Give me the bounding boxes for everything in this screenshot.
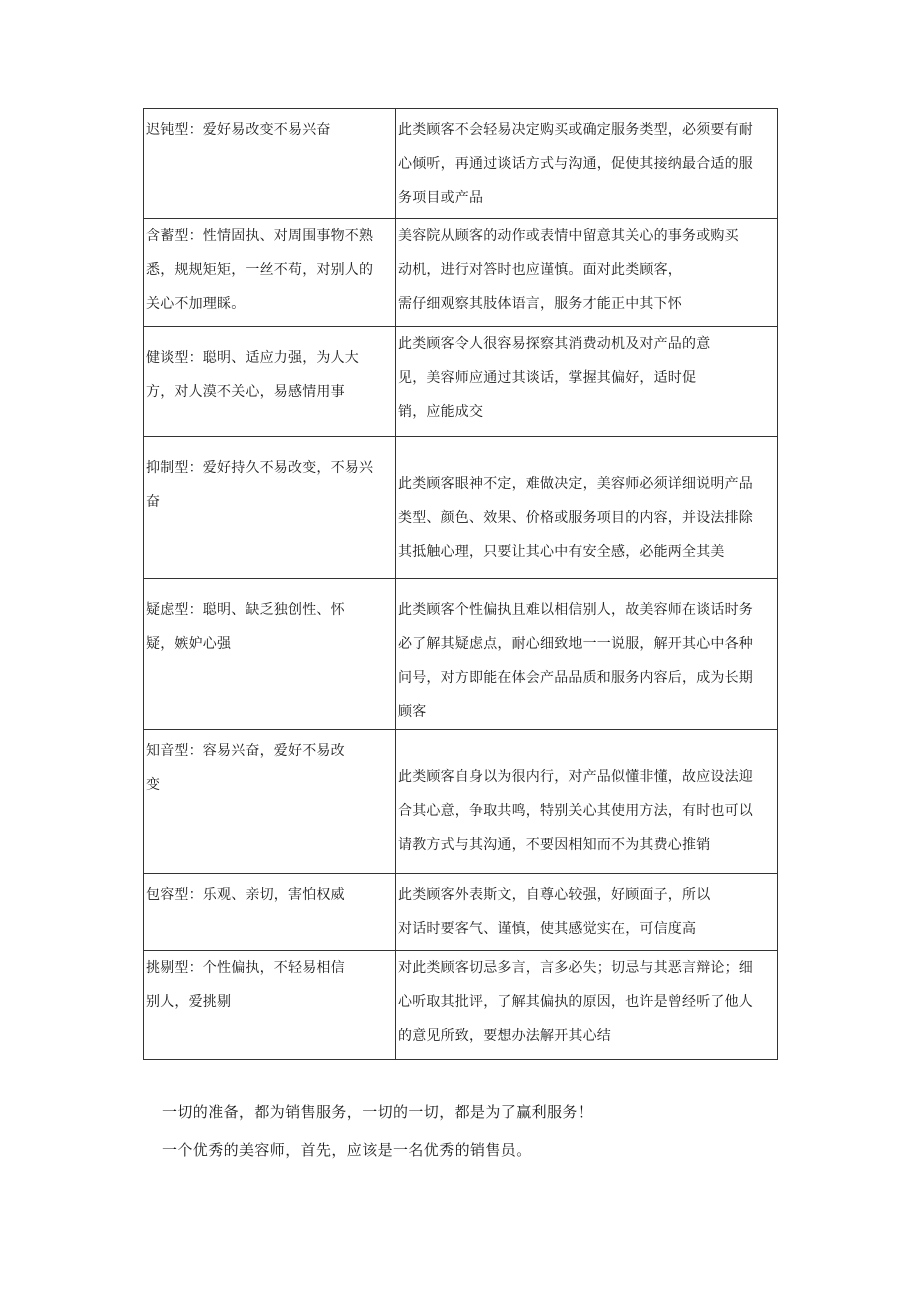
desc-cell <box>396 219 778 327</box>
desc-line: 此类顾客眼神不定，难做决定，美容师必须详细说明产品 <box>398 476 753 492</box>
type-line: 包容型：乐观、亲切，害怕权威 <box>146 887 345 903</box>
desc-cell <box>396 874 778 951</box>
desc-cell <box>396 109 778 219</box>
type-line: 关心不加理睬。 <box>146 296 246 312</box>
desc-line: 顾客 <box>398 704 427 720</box>
desc-line: 需仔细观察其肢体语言，服务才能正中其下怀 <box>398 296 682 312</box>
desc-line: 此类顾客外表斯文，自尊心较强，好顾面子，所以 <box>398 887 711 903</box>
closing-paragraph: 一切的准备，都为销售服务，一切的一切，都是为了赢利服务！ <box>162 1103 594 1121</box>
desc-line: 此类顾客不会轻易决定购买或确定服务类型，必须要有耐 <box>398 122 753 138</box>
type-line: 奋 <box>146 494 161 510</box>
desc-cell <box>396 327 778 437</box>
table-row <box>144 437 778 579</box>
type-line: 悉，规规矩矩，一丝不苟，对别人的 <box>146 262 374 278</box>
desc-line: 问号，对方即能在体会产品品质和服务内容后，成为长期 <box>398 670 753 686</box>
type-line: 疑，嫉妒心强 <box>146 636 232 652</box>
type-cell <box>144 327 396 437</box>
type-line: 别人，爱挑剔 <box>146 994 232 1010</box>
type-cell <box>144 730 396 874</box>
desc-line: 销，应能成交 <box>398 404 484 420</box>
desc-cell <box>396 437 778 579</box>
type-line: 迟钝型：爱好易改变不易兴奋 <box>146 122 331 138</box>
type-line: 变 <box>146 777 161 793</box>
desc-line: 见，美容师应通过其谈话，掌握其偏好，适时促 <box>398 370 697 386</box>
desc-cell <box>396 730 778 874</box>
type-cell <box>144 437 396 579</box>
desc-line: 必了解其疑虑点，耐心细致地一一说服，解开其心中各种 <box>398 636 753 652</box>
type-line: 挑剔型：个性偏执，不轻易相信 <box>146 960 345 976</box>
type-line: 健谈型：聪明、适应力强，为人大 <box>146 350 359 366</box>
desc-line: 美容院从顾客的动作或表情中留意其关心的事务或购买 <box>398 228 739 244</box>
desc-line: 的意见所致，要想办法解开其心结 <box>398 1028 611 1044</box>
table-row <box>144 730 778 874</box>
type-cell <box>144 951 396 1060</box>
desc-line: 务项目或产品 <box>398 190 484 206</box>
table-row <box>144 219 778 327</box>
desc-line: 此类顾客自身以为很内行，对产品似懂非懂，故应设法迎 <box>398 769 753 785</box>
closing-paragraph: 一个优秀的美容师，首先，应该是一名优秀的销售员。 <box>162 1141 532 1159</box>
table-row <box>144 874 778 951</box>
desc-line: 心听取其批评，了解其偏执的原因，也许是曾经听了他人 <box>398 994 753 1010</box>
desc-cell <box>396 579 778 730</box>
desc-line: 请教方式与其沟通，不要因相知而不为其费心推销 <box>398 837 711 853</box>
type-line: 方，对人漠不关心，易感情用事 <box>146 384 345 400</box>
type-line: 知音型：容易兴奋，爱好不易改 <box>146 743 345 759</box>
type-cell <box>144 579 396 730</box>
type-cell <box>144 874 396 951</box>
type-cell <box>144 219 396 327</box>
desc-line: 对话时要客气、谨慎，使其感觉实在，可信度高 <box>398 921 697 937</box>
desc-cell <box>396 951 778 1060</box>
desc-line: 其抵触心理，只要让其心中有安全感，必能两全其美 <box>398 544 725 560</box>
desc-line: 心倾听，再通过谈话方式与沟通，促使其接纳最合适的服 <box>398 156 753 172</box>
type-line: 含蓄型：性情固执、对周围事物不熟 <box>146 228 374 244</box>
table-row <box>144 951 778 1060</box>
type-cell <box>144 109 396 219</box>
table-row <box>144 579 778 730</box>
desc-line: 类型、颜色、效果、价格或服务项目的内容，并设法排除 <box>398 510 753 526</box>
table-row <box>144 109 778 219</box>
table-row <box>144 327 778 437</box>
desc-line: 此类顾客令人很容易探察其消费动机及对产品的意 <box>398 336 711 352</box>
type-line: 抑制型：爱好持久不易改变，不易兴 <box>146 460 374 476</box>
desc-line: 对此类顾客切忌多言，言多必失；切忌与其恶言辩论；细 <box>398 960 753 976</box>
desc-line: 此类顾客个性偏执且难以相信别人，故美容师在谈话时务 <box>398 602 753 618</box>
desc-line: 动机，进行对答时也应谨慎。面对此类顾客， <box>398 262 682 278</box>
desc-line: 合其心意，争取共鸣，特别关心其使用方法，有时也可以 <box>398 803 753 819</box>
customer-type-table <box>143 108 778 1060</box>
type-line: 疑虑型：聪明、缺乏独创性、怀 <box>146 602 345 618</box>
